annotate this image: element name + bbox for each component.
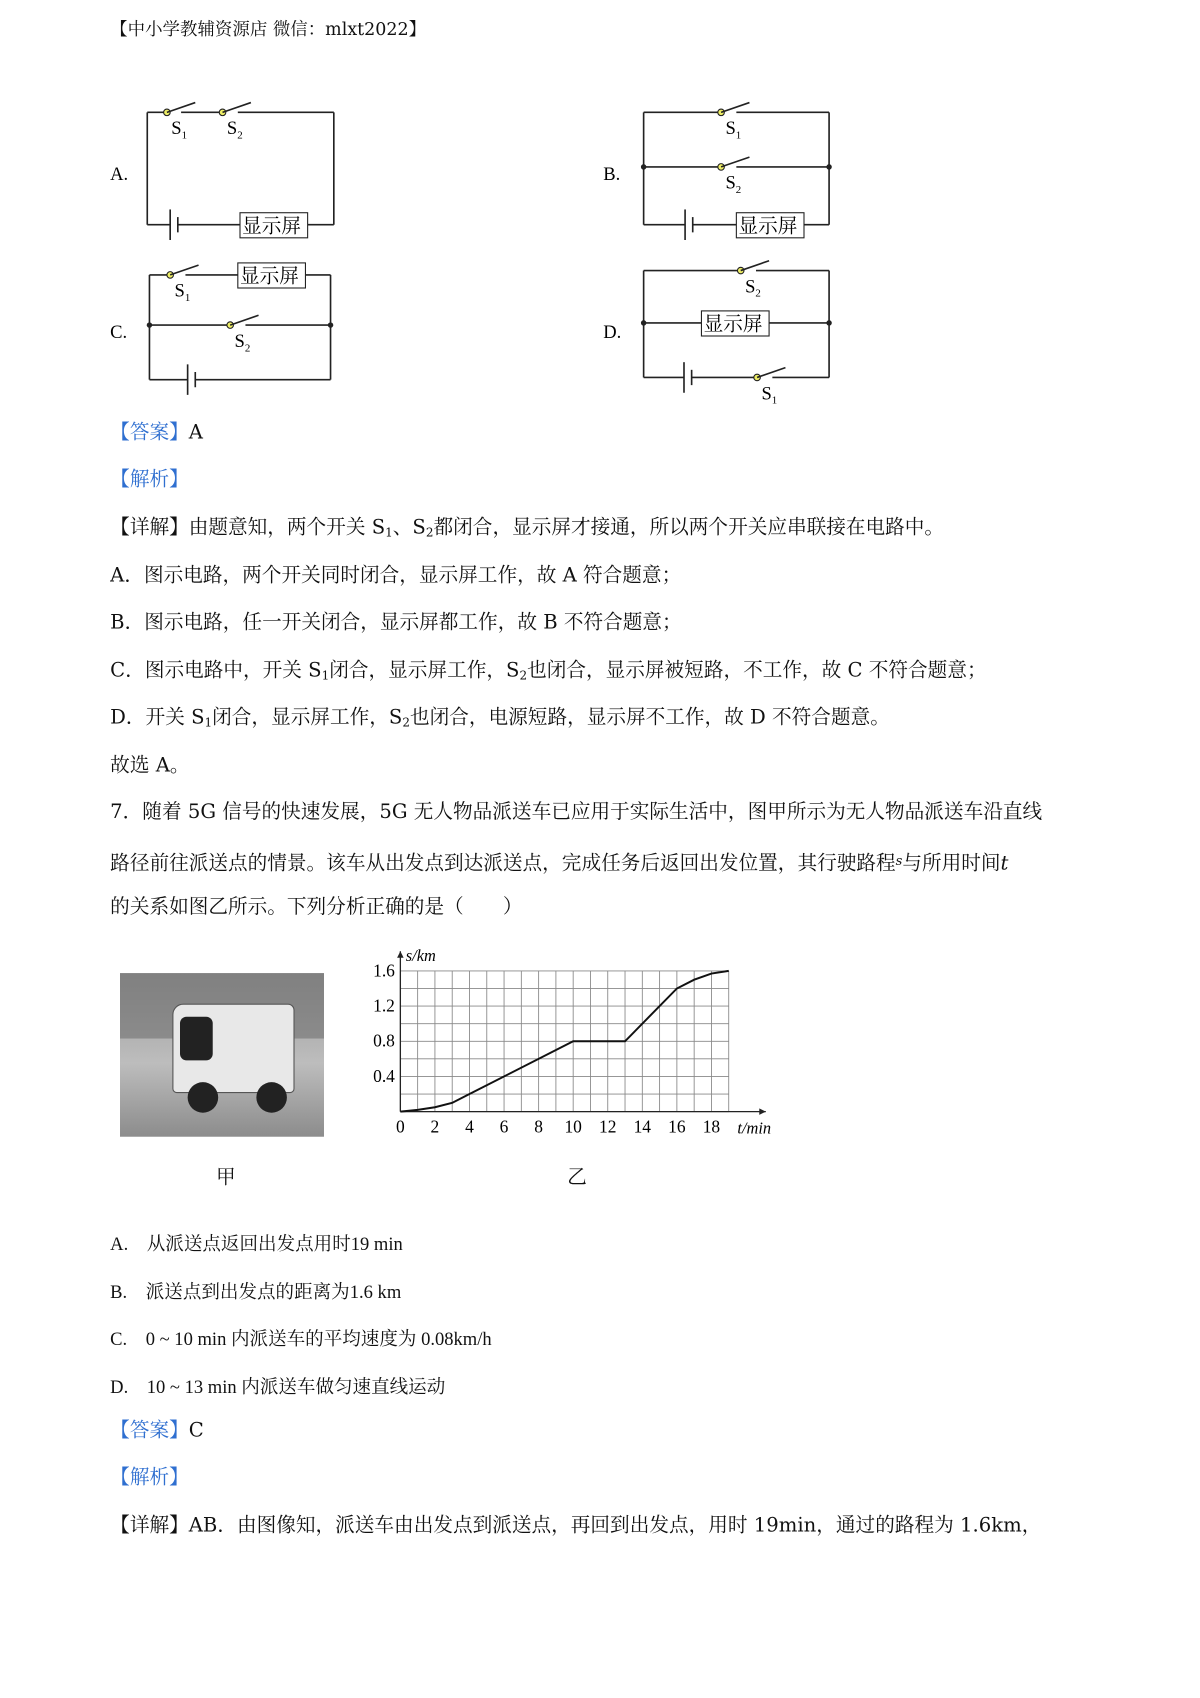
q6-conclusion: 故选 A。 [110,753,190,777]
q7-option-a: A. 从派送点返回出发点用时19 min [110,1233,403,1255]
y-tick-label: 1.2 [373,995,395,1016]
x-tick-label: 14 [633,1116,652,1137]
switch-label: $S_1$ [761,383,778,407]
x-tick-label: 18 [702,1116,721,1137]
q6-line-c: C．图示电路中，开关 $S_1$闭合，显示屏工作，$S_2$也闭合，显示屏被短路，不工作，故 C 不符合题意； [110,658,987,683]
x-tick-label: 6 [499,1116,509,1137]
delivery-vehicle-photo [120,973,324,1137]
x-tick-label: 0 [396,1116,405,1137]
x-axis-arrow [759,1108,766,1115]
q6-line-a: A．图示电路，两个开关同时闭合，显示屏工作，故 A 符合题意； [110,563,682,587]
q6-line-b: B．图示电路，任一开关闭合，显示屏都工作，故 B 不符合题意； [110,610,682,634]
q7-analysis-tag: 【解析】 [110,1466,189,1490]
q7-detail: 【详解】AB．由图像知，派送车由出发点到派送点，再回到出发点，用时 19min，通过的路程为 1.6km， [110,1514,1042,1538]
switch-label: $S_2$ [745,276,761,300]
switch-label: $S_2$ [725,172,742,197]
q7-answer: 【答案】C [110,1419,204,1443]
wire [230,315,258,325]
q7-option-d: D. 10 ~ 13 min 内派送车做匀速直线运动 [110,1376,446,1398]
display-screen-label: 显示屏 [703,314,763,336]
x-tick-label: 4 [465,1116,474,1137]
y-tick-label: 1.6 [373,960,395,981]
switch-label: $S_2$ [234,330,251,355]
y-axis-label: s/km [405,946,436,966]
q7-option-c: C. 0 ~ 10 min 内派送车的平均速度为 0.08km/h [110,1328,492,1350]
y-axis-arrow [397,951,404,958]
wire [721,103,749,113]
x-tick-label: 2 [430,1116,440,1137]
wire [167,103,195,113]
header-watermark: 【中小学教辅资源店 微信：mlxt2022】 [110,18,427,40]
figure-b-caption: 乙 [567,1166,587,1190]
wire [223,103,251,113]
wire [170,265,198,275]
display-screen-label: 显示屏 [242,216,302,238]
figure-a-caption: 甲 [215,1166,236,1190]
x-axis-label: t/min [737,1118,772,1138]
q6-analysis-tag: 【解析】 [110,467,189,491]
switch-subscript: 1 [771,394,778,407]
x-tick-label: 12 [599,1116,617,1137]
switch-label: $S_1$ [725,118,742,142]
switch-subscript: 1 [735,129,742,142]
x-tick-label: 10 [564,1116,582,1137]
wire [757,368,785,378]
switch-label: $S_1$ [174,280,191,305]
x-tick-label: 8 [534,1116,543,1137]
display-screen-label: 显示屏 [239,266,299,288]
switch-subscript: 2 [735,184,742,197]
y-tick-label: 0.4 [373,1065,395,1086]
switch-subscript: 2 [237,129,243,142]
switch-subscript: 1 [181,129,188,142]
option-label: C. [110,322,128,344]
q6-detail: 【详解】由题意知，两个开关 $S_1$、$S_2$都闭合，显示屏才接通，所以两个开关应串联接在电路中。 [110,515,945,540]
x-tick-label: 16 [668,1116,686,1137]
wire [721,157,749,167]
switch-subscript: 2 [244,342,251,355]
q7-stem-2: 路径前往派送点的情景。该车从出发点到达派送点，完成任务后返回出发位置，其行驶路程$^s$与所用时间t [110,851,1009,875]
switch-label: $S_2$ [226,118,243,142]
q6-line-d: D．开关 $S_1$闭合，显示屏工作，$S_2$也闭合，电源短路，显示屏不工作，故 D 不符合题意。 [110,705,890,730]
wire [741,261,769,271]
q7-stem-3: 的关系如图乙所示。下列分析正确的是（ ） [110,895,523,919]
display-screen-label: 显示屏 [738,216,798,238]
switch-subscript: 2 [755,287,761,300]
q6-answer: 【答案】A [110,421,203,444]
switch-subscript: 1 [184,292,191,305]
y-tick-label: 0.8 [373,1030,395,1051]
switch-label: $S_1$ [171,118,188,142]
option-label: A. [110,163,129,185]
option-label: D. [603,322,622,344]
s-t-chart [360,940,796,1147]
q7-option-b: B. 派送点到出发点的距离为1.6 km [110,1281,402,1303]
q7-stem-1: 7．随着 5G 信号的快速发展，5G 无人物品派送车已应用于实际生活中，图甲所示为无人物品派送车沿直线 [110,800,1043,824]
option-label: B. [603,163,621,185]
